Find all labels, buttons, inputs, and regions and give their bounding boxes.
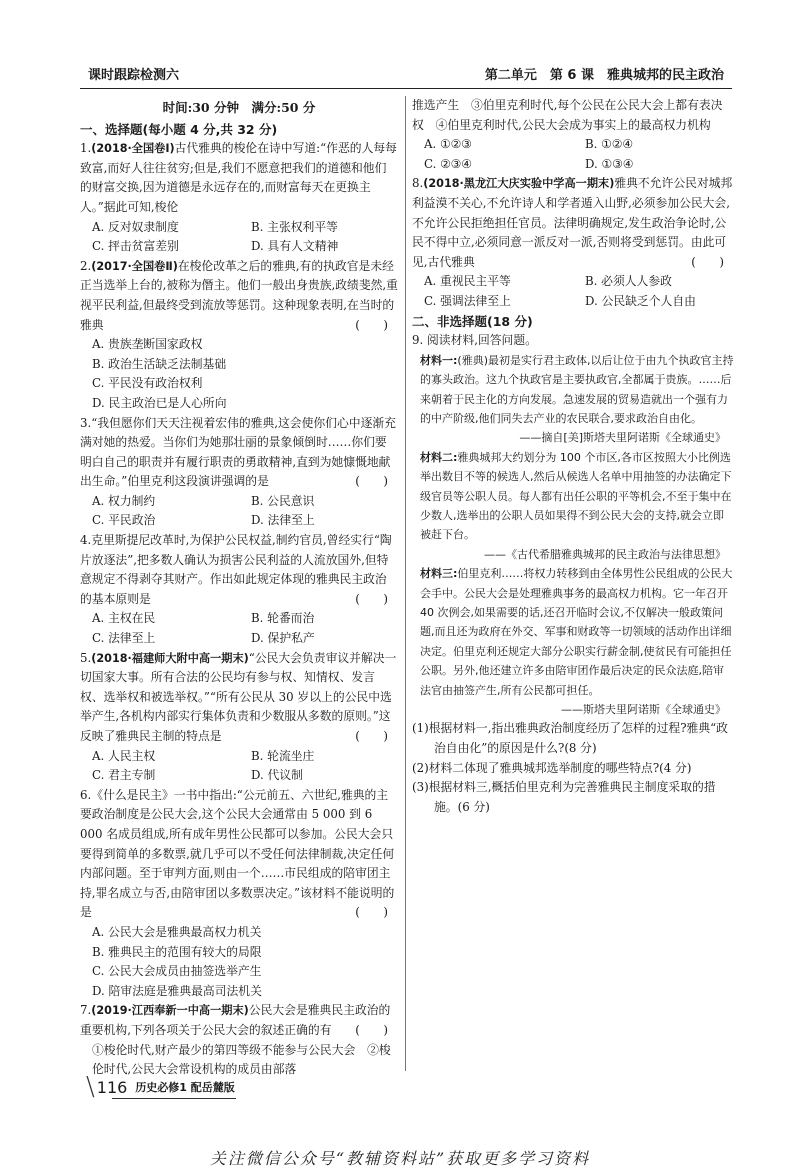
q9-m3-text: 伯里克利……将权力转移到由全体男性公民组成的公民大会手中。公民大会是处理雅典事务的最高权力机构。它一年召开 40 次例会,如果需要的话,还召开临时会议,不仅解决一般政策问题,而且还为政府在外交、军事和财政等一切领域的活动作出详细决定。伯里克利还规定大部分公职实行薪金制,使贫民有可能担任公职。另外,他还建立许多由陪审团作最后决定的民众法庭,陪审法官由抽签产生,所有公民都可担任。: [420, 567, 733, 697]
header-left-title: 课时跟踪检测六: [88, 68, 180, 83]
header-rule: [80, 88, 732, 89]
column-divider: [405, 96, 406, 1071]
q4-text: 克里斯提尼改革时,为保护公民权益,制约官员,曾经实行“陶片放逐法”,把多数人确认为损害公民利益的人流放国外,但特意规定不得剥夺其财产。作出如此规定体现的雅典民主政治的基本原则是: [80, 533, 392, 606]
question-2: [80, 257, 398, 414]
question-3: [80, 414, 398, 532]
q1-option-c: C. 抨击贫富差别: [92, 239, 179, 254]
q5-option-a: A. 人民主权: [92, 748, 156, 763]
q2-option-a: A. 贵族垄断国家政权: [92, 337, 203, 352]
q7-text: 公民大会是雅典民主政治的重要机构,下列各项关于公民大会的叙述正确的有: [80, 1003, 391, 1037]
page-footer: [86, 1073, 235, 1101]
footer-slash-decoration: \: [86, 1072, 95, 1102]
q5-option-d: D. 代议制: [251, 768, 303, 783]
q9-m2-citation: ——《古代希腊雅典城邦的民主政治与法律思想》: [484, 547, 726, 561]
q4-option-d: D. 保护私产: [251, 631, 315, 646]
q1-text: 古代雅典的梭伦在诗中写道:“作恶的人每每致富,而好人往往贫穷;但是,我们不愿意把我们的道德和他们的财富交换,因为道德是永远存在的,而财富每天在更换主人。”据此可知,梭伦: [80, 141, 397, 214]
q6-option-c: C. 公民大会成员由抽签选举产生: [92, 964, 262, 979]
q2-answer-paren: ( ): [355, 317, 388, 332]
question-8: [412, 174, 734, 311]
question-1: [80, 139, 398, 257]
question-6: [80, 786, 398, 1002]
q5-text: “公民大会负责审议并解决一切国家大事。所有合法的公民均有参与权、知情权、发言权、选举权和被选举权。”“所有公民从 30 岁以上的公民中选举产生,各机构内部实行集体负责和少数服从多数的原则。”这反映了雅典民主制的特点是: [80, 650, 397, 743]
q5-option-b: B. 轮流坐庄: [251, 748, 315, 763]
q1-option-a: A. 反对奴隶制度: [92, 219, 179, 234]
q6-option-d: D. 陪审法庭是雅典最高司法机关: [92, 983, 262, 998]
q7-option-b: B. ①②④: [585, 137, 633, 152]
q9-m1-text: (雅典)最初是实行君主政体,以后让位于由九个执政官主持的寡头政治。这九个执政官是主要执政官,全都属于贵族。……后来朝着于民主化的方向发展。急速发展的贸易造就出一个强有力的中产阶级,他们同失去产业的农民联合,要求政治自由化。: [420, 353, 734, 425]
q7-option-a: A. ①②③: [424, 137, 472, 152]
q8-option-c: C. 强调法律至上: [424, 293, 511, 308]
q6-option-a: A. 公民大会是雅典最高权力机关: [92, 924, 262, 939]
section-choice-title: 一、选择题(每小题 4 分,共 32 分): [80, 121, 278, 137]
handwritten-watermark: 关注微信公众号“教辅资料站”获取更多学习资料: [209, 1149, 591, 1168]
q7-statements-cont: 推选产生 ③伯里克利时代,每个公民在公民大会上都有表决权 ④伯里克利时代,公民大会成为事实上的最高权力机构: [412, 98, 723, 132]
q6-text: 《什么是民主》一书中指出:“公元前五、六世纪,雅典的主要政治制度是公民大会,这个公民大会通常由 5 000 到 6 000 名成员组成,所有成年男性公民都可以参加。公民大会只要得到简单的多数票,就几乎可以不受任何法律制裁,决定任何内部问题。至于审判方面,则由一个……市民组成的陪审团主持,罪名成立与否,由陪审团以多数票决定。”该材料不能说明的是: [80, 787, 395, 920]
q4-option-a: A. 主权在民: [92, 611, 156, 626]
footer-rule: [112, 1098, 236, 1099]
q9-material-3: [412, 564, 734, 700]
q2-source: (2017·全国卷Ⅱ): [91, 259, 178, 273]
q7-answer-paren: ( ): [355, 1022, 388, 1037]
q9-m2-text: 雅典城邦大约划分为 100 个市区,各市区按照大小比例选举出数目不等的候选人,然后从候选人名单中用抽签的办法确定下级官员等公职人员。每人都有出任公职的平等机会,不至于集中在少数人,选举出的公职人员如果得不到公民大会的支持,就会立即被赶下台。: [420, 450, 732, 542]
q9-material-2: [412, 448, 734, 545]
question-4: [80, 531, 398, 649]
time-score-info: 时间:30 分钟 满分:50 分: [162, 100, 316, 115]
q4-option-c: C. 法律至上: [92, 631, 156, 646]
q4-option-b: B. 轮番而治: [251, 611, 315, 626]
q3-option-c: C. 平民政治: [92, 513, 156, 528]
q6-option-b: B. 雅典民主的范围有较大的局限: [92, 944, 262, 959]
q8-option-a: A. 重视民主平等: [424, 274, 511, 289]
q5-option-c: C. 君主专制: [92, 768, 156, 783]
q9-subquestion-3: (3)根据材料三,概括伯里克利为完善雅典民主制度采取的措施。(6 分): [412, 780, 716, 814]
q7-statements: ①梭伦时代,财产最少的第四等级不能参与公民大会 ②梭伦时代,公民大会常设机构的成员由部落: [92, 1042, 391, 1077]
q8-source: (2018·黑龙江大庆实验中学高一期末): [423, 177, 615, 191]
q3-answer-paren: ( ): [355, 474, 388, 489]
q7-number: 7.: [80, 1003, 92, 1018]
q8-answer-paren: ( ): [691, 254, 724, 269]
q3-option-d: D. 法律至上: [251, 513, 315, 528]
q9-intro: 9. 阅读材料,回答问题。: [412, 333, 537, 348]
q5-answer-paren: ( ): [355, 729, 388, 743]
question-5: [80, 649, 398, 786]
q9-m3-citation: ——斯塔夫里阿诺斯《全球通史》: [561, 703, 726, 717]
q7-source: (2019·江西奉新一中高一期末): [91, 1004, 249, 1018]
q1-option-b: B. 主张权利平等: [251, 219, 338, 234]
q2-text: 在梭伦改革之后的雅典,有的执政官是未经正当选举上台的,被称为僭主。他们一般出身贵族,政绩斐然,重视平民利益,但最终受到流放等惩罚。这种现象表明,在当时的雅典: [80, 258, 398, 332]
page-number: 116: [96, 1077, 128, 1097]
q8-option-b: B. 必须人人参政: [585, 274, 672, 289]
q5-source: (2018·福建师大附中高一期末): [91, 651, 249, 665]
q6-answer-paren: ( ): [355, 905, 388, 920]
q9-material-1: [412, 351, 734, 429]
book-title: 历史必修1 配岳麓版: [135, 1081, 235, 1094]
q3-option-b: B. 公民意识: [251, 493, 315, 508]
q9-m3-label: 材料三:: [420, 567, 458, 581]
q2-number: 2.: [80, 258, 92, 273]
q2-option-d: D. 民主政治已是人心所向: [92, 395, 227, 410]
q9-subquestion-2: (2)材料二体现了雅典城邦选举制度的哪些特点?(4 分): [412, 760, 692, 775]
q6-number: 6.: [80, 787, 92, 802]
q2-option-b: B. 政治生活缺乏法制基础: [92, 356, 227, 371]
q9-m2-label: 材料二:: [420, 450, 458, 464]
q3-option-a: A. 权力制约: [92, 493, 156, 508]
left-column: [80, 96, 398, 1080]
section-nonchoice-title: 二、非选择题(18 分): [412, 313, 533, 329]
q9-subquestion-1: (1)根据材料一,指出雅典政治制度经历了怎样的过程?雅典“政治自由化”的原因是什么?(8 分): [412, 721, 728, 756]
page-header: [88, 64, 724, 86]
q8-number: 8.: [412, 176, 424, 191]
q9-m1-citation: ——摘自[美]斯塔夫里阿诺斯《全球通史》: [519, 431, 726, 445]
question-7: [80, 1001, 398, 1079]
q4-answer-paren: ( ): [355, 591, 388, 606]
q2-option-c: C. 平民没有政治权利: [92, 376, 203, 391]
header-right-title: 第二单元 第 6 课 雅典城邦的民主政治: [484, 68, 724, 83]
q7-option-c: C. ②③④: [424, 156, 472, 171]
question-7-continued: [412, 96, 734, 174]
q7-option-d: D. ①③④: [585, 156, 634, 171]
q1-number: 1.: [80, 141, 92, 156]
right-column: [412, 96, 734, 817]
q9-m1-label: 材料一:: [420, 353, 458, 367]
q4-number: 4.: [80, 533, 92, 548]
q3-number: 3.: [80, 415, 92, 430]
q1-source: (2018·全国卷Ⅰ): [91, 142, 175, 156]
q5-number: 5.: [80, 650, 92, 665]
question-9: [412, 331, 734, 817]
q3-text: “我但愿你们天天注视着宏伟的雅典,这会使你们心中逐渐充满对她的热爱。当你们为她那壮丽的景象倾倒时……你们要明白自己的职责并有履行职责的勇敢精神,直到为她慷慨地献出生命。”伯里克利这段演讲强调的是: [80, 415, 396, 489]
q1-option-d: D. 具有人文精神: [251, 239, 339, 254]
q8-option-d: D. 公民缺乏个人自由: [585, 293, 696, 308]
q8-text: 雅典不允许公民对城邦利益漠不关心,不允许诗人和学者遁入山野,必须参加公民大会,不允许公民拒绝担任官员。法律明确规定,发生政治争论时,公民不得中立,必须同意一派反对一派,否则将受到惩罚。由此可见,古代雅典: [412, 176, 733, 269]
